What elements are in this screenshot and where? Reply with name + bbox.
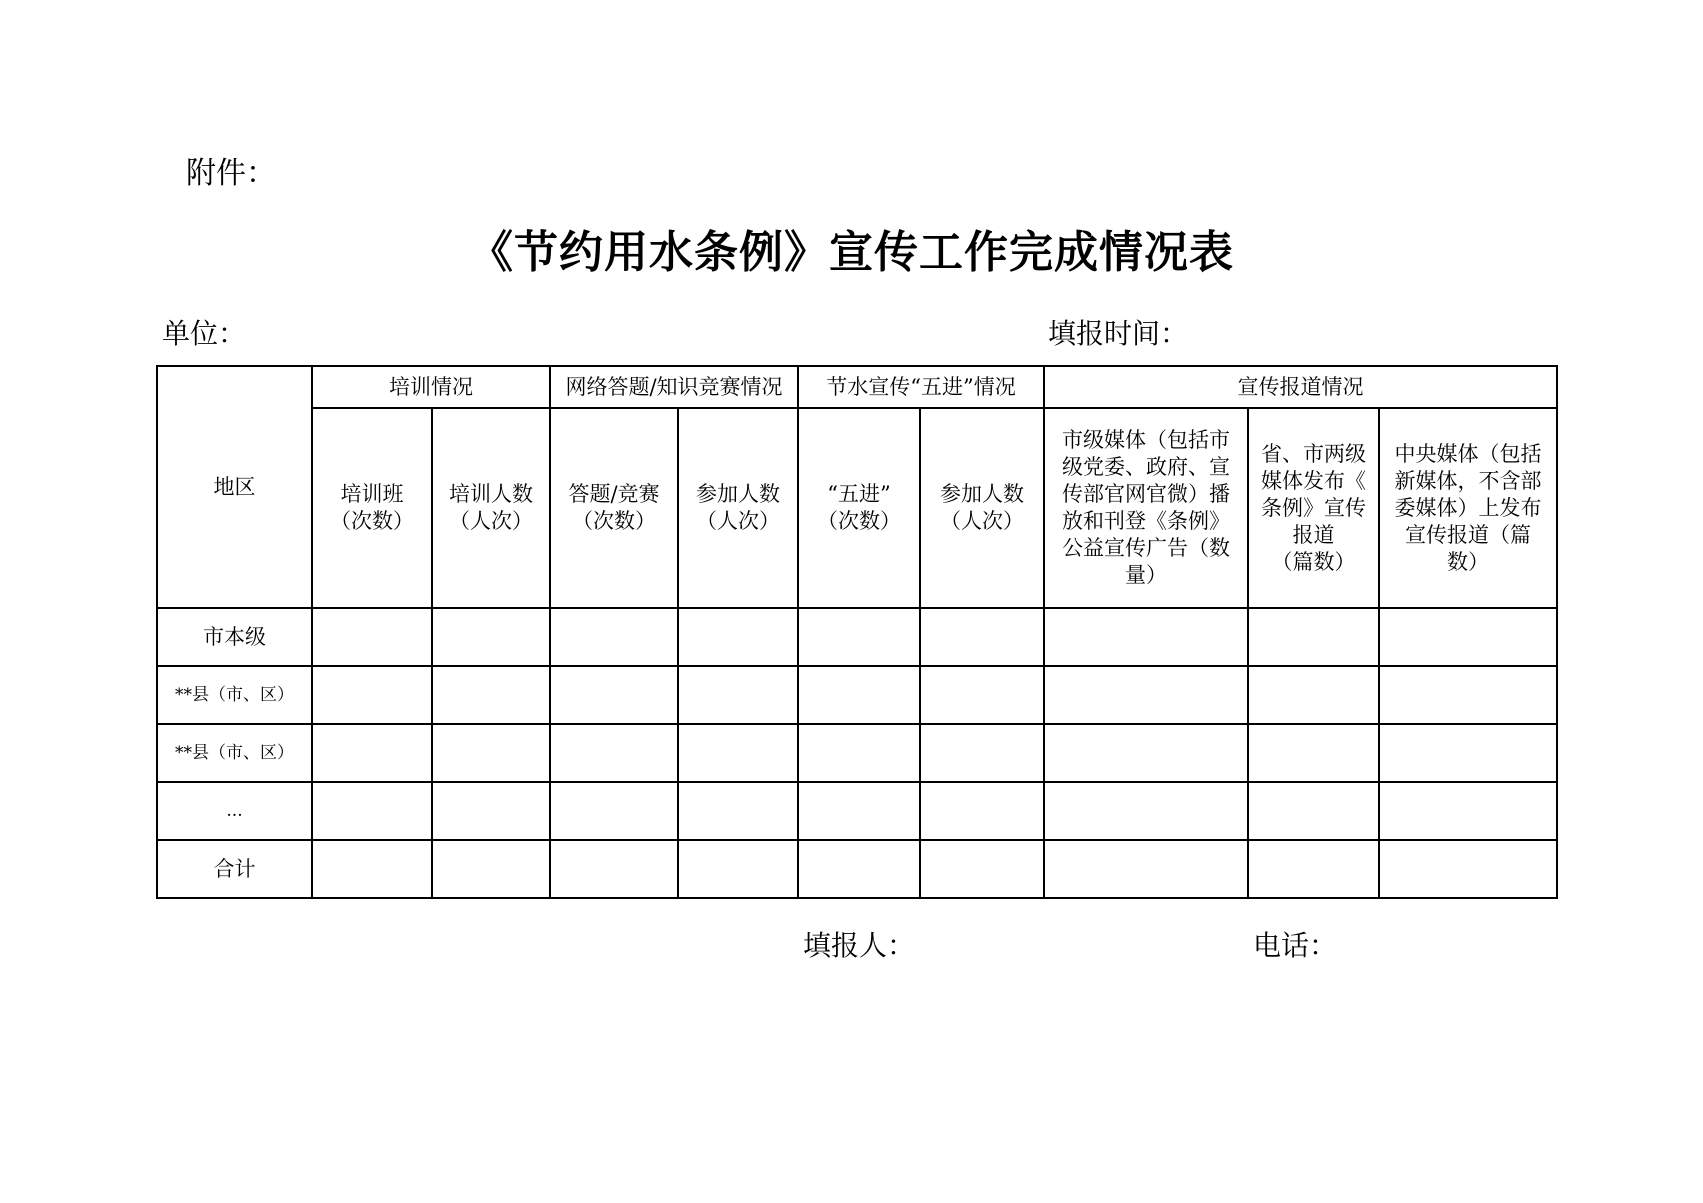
row-label: **县（市、区）	[157, 666, 312, 724]
table-cell[interactable]	[312, 782, 432, 840]
table-cell[interactable]	[432, 608, 550, 666]
table-cell[interactable]	[798, 724, 920, 782]
attachment-label: 附件：	[186, 156, 276, 191]
table-cell[interactable]	[1248, 840, 1379, 898]
table-cell[interactable]	[550, 840, 678, 898]
table-cell[interactable]	[920, 666, 1044, 724]
group-header-training: 培训情况	[312, 366, 550, 408]
table-cell[interactable]	[798, 608, 920, 666]
row-label: 市本级	[157, 608, 312, 666]
table-cell[interactable]	[798, 666, 920, 724]
group-header-quiz: 网络答题/知识竞赛情况	[550, 366, 798, 408]
table-cell[interactable]	[1379, 782, 1557, 840]
row-label: ...	[157, 782, 312, 840]
subheader-central-media: 中央媒体（包括 新媒体，不含部 委媒体）上发布 宣传报道（篇 数）	[1379, 408, 1557, 608]
subheader-quiz-count: 答题/竞赛 （次数）	[550, 408, 678, 608]
table-cell[interactable]	[312, 724, 432, 782]
table-cell[interactable]	[550, 608, 678, 666]
table-cell[interactable]	[798, 840, 920, 898]
table-row	[157, 666, 1557, 724]
subheader-five-entries-people: 参加人数 （人次）	[920, 408, 1044, 608]
table-cell[interactable]	[1379, 666, 1557, 724]
subheader-training-classes: 培训班 （次数）	[312, 408, 432, 608]
table-cell[interactable]	[550, 724, 678, 782]
table-row	[157, 840, 1557, 898]
region-header: 地区	[157, 366, 312, 608]
table-cell[interactable]	[312, 666, 432, 724]
unit-label: 单位：	[162, 317, 247, 350]
table-cell[interactable]	[312, 608, 432, 666]
table-cell[interactable]	[1044, 608, 1248, 666]
table-cell[interactable]	[920, 840, 1044, 898]
table-cell[interactable]	[678, 666, 798, 724]
table-cell[interactable]	[678, 840, 798, 898]
table-cell[interactable]	[1044, 782, 1248, 840]
phone-label: 电话：	[1253, 929, 1338, 962]
table-row	[157, 782, 1557, 840]
subheader-quiz-people: 参加人数 （人次）	[678, 408, 798, 608]
table-cell[interactable]	[1044, 724, 1248, 782]
table-cell[interactable]	[1379, 840, 1557, 898]
table-cell[interactable]	[312, 840, 432, 898]
table-cell[interactable]	[678, 782, 798, 840]
table-cell[interactable]	[678, 724, 798, 782]
page-title: 《节约用水条例》宣传工作完成情况表	[469, 227, 1234, 278]
table-cell[interactable]	[1044, 840, 1248, 898]
group-header-reporting: 宣传报道情况	[1044, 366, 1557, 408]
table-cell[interactable]	[920, 782, 1044, 840]
table-cell[interactable]	[1248, 782, 1379, 840]
table-cell[interactable]	[1044, 666, 1248, 724]
table-cell[interactable]	[1379, 608, 1557, 666]
table-cell[interactable]	[1379, 724, 1557, 782]
table-cell[interactable]	[920, 724, 1044, 782]
filler-label: 填报人：	[803, 929, 916, 962]
table-cell[interactable]	[432, 666, 550, 724]
subheader-city-media: 市级媒体（包括市 级党委、政府、宣 传部官网官微）播 放和刊登《条例》 公益宣传广告（数 量）	[1044, 408, 1248, 608]
table-cell[interactable]	[1248, 724, 1379, 782]
subheader-five-entries-count: “五进” （次数）	[798, 408, 920, 608]
table-cell[interactable]	[550, 782, 678, 840]
fill-time-label: 填报时间：	[1048, 317, 1189, 350]
row-label: **县（市、区）	[157, 724, 312, 782]
report-table	[156, 365, 1558, 899]
table-row	[157, 608, 1557, 666]
table-cell[interactable]	[432, 782, 550, 840]
table-cell[interactable]	[432, 724, 550, 782]
table-cell[interactable]	[1248, 608, 1379, 666]
table-cell[interactable]	[550, 666, 678, 724]
table-row	[157, 724, 1557, 782]
group-header-five-entries: 节水宣传“五进”情况	[798, 366, 1044, 408]
subheader-training-people: 培训人数 （人次）	[432, 408, 550, 608]
table-cell[interactable]	[678, 608, 798, 666]
table-cell[interactable]	[1248, 666, 1379, 724]
row-label: 合计	[157, 840, 312, 898]
subheader-province-city-media: 省、市两级 媒体发布《 条例》宣传 报道 （篇数）	[1248, 408, 1379, 608]
table-cell[interactable]	[920, 608, 1044, 666]
table-cell[interactable]	[432, 840, 550, 898]
table-cell[interactable]	[798, 782, 920, 840]
